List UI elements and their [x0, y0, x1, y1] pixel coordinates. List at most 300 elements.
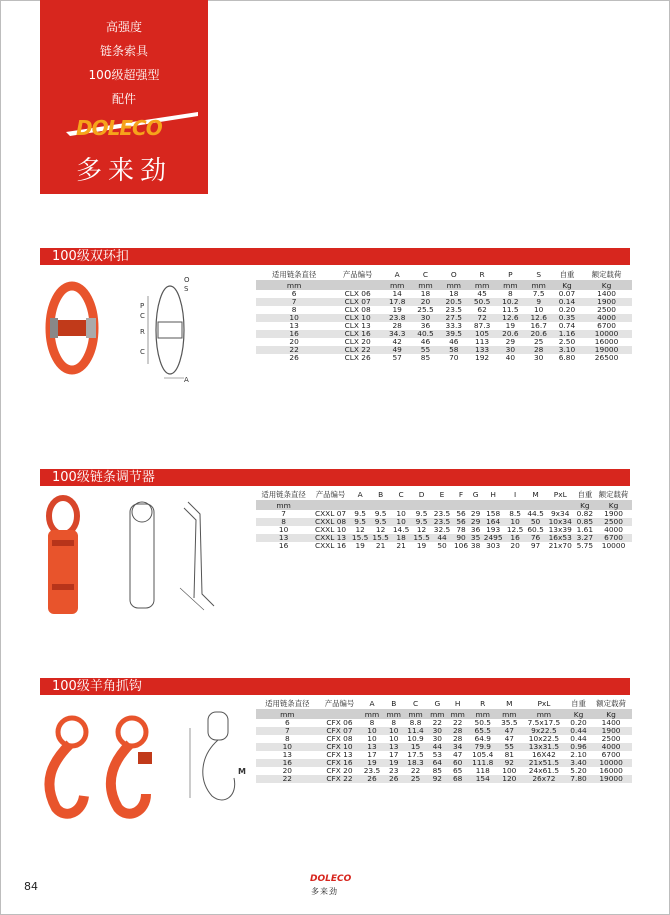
table-cell: 22: [256, 346, 332, 354]
table-cell: 56: [452, 510, 470, 518]
table-cell: 2500: [595, 518, 632, 526]
table-row: [256, 338, 632, 346]
table-row: [256, 542, 632, 550]
table-cell: 0.85: [576, 517, 594, 526]
table-cell: 10: [256, 314, 332, 322]
table-cell: CLX 26: [332, 354, 383, 362]
column-unit: mm: [404, 709, 427, 719]
column-header: 适用链条直径: [256, 268, 332, 280]
table-cell: CLX 22: [332, 346, 383, 354]
table-cell: 12.5: [506, 525, 524, 534]
table-cell: 19000: [581, 346, 632, 354]
table-row: [256, 290, 632, 298]
column-unit: Kg: [567, 709, 590, 719]
table-cell: 10: [384, 735, 404, 743]
column-unit: mm: [256, 709, 319, 719]
table-cell: 65: [447, 767, 467, 775]
table-cell: 10: [525, 306, 553, 314]
table-cell: 10: [391, 510, 411, 518]
table-cell: 22: [256, 775, 319, 783]
table-cell: CLX 08: [332, 306, 383, 314]
table-cell: CFX 22: [319, 775, 361, 783]
table-cell: 15.5: [372, 533, 389, 542]
table-cell: 5.20: [567, 767, 590, 775]
column-unit: mm: [256, 280, 332, 290]
table-cell: 23.5: [433, 509, 451, 518]
table-cell: 15.5: [351, 533, 369, 542]
table-cell: 55: [498, 743, 521, 751]
table-cell: CXXL 10: [311, 526, 350, 534]
table-cell: 7: [256, 298, 332, 306]
column-unit: mm: [383, 280, 411, 290]
table-cell: 100: [498, 767, 521, 775]
table-cell: 13: [384, 743, 404, 751]
table-cell: 28: [383, 322, 411, 330]
table-cell: 4000: [595, 526, 632, 534]
table-cell: 10000: [595, 542, 632, 550]
table-cell: 1900: [590, 727, 632, 735]
column-unit: mm: [256, 500, 311, 510]
table-cell: 2500: [590, 735, 632, 743]
table-cell: 26: [256, 354, 332, 362]
table-cell: 3.10: [553, 346, 581, 354]
table-cell: 1900: [595, 510, 632, 518]
table-cell: 9.5: [370, 510, 390, 518]
column-unit: mm: [427, 709, 447, 719]
table-cell: 64: [427, 759, 447, 767]
table-unit-row: [256, 280, 632, 290]
table-header-row: [256, 268, 632, 280]
column-header: 产品编号: [332, 268, 383, 280]
table-cell: 10.9: [404, 735, 427, 743]
table-cell: 13: [256, 534, 311, 542]
table-cell: 47: [498, 735, 521, 743]
table-cell: 85: [411, 354, 439, 362]
table-cell: 10: [360, 735, 383, 743]
table-cell: 13: [256, 751, 319, 759]
table-cell: 45: [468, 290, 496, 298]
column-unit: mm: [498, 709, 521, 719]
footer-logo: DOLECO: [310, 874, 352, 884]
table-cell: 113: [468, 338, 496, 346]
table-cell: 16X42: [521, 751, 567, 759]
table-cell: 50: [525, 518, 545, 526]
table-cell: 4000: [581, 314, 632, 322]
table-cell: 34.3: [383, 330, 411, 338]
table-cell: 58: [440, 346, 468, 354]
table-cell: 40: [496, 354, 524, 362]
table-cell: 18.3: [404, 759, 427, 767]
table-cell: 8: [384, 719, 404, 727]
column-header: C: [411, 268, 439, 280]
table-cell: 21: [370, 542, 390, 550]
section-title: 100级羊角抓钩: [52, 679, 142, 694]
table-row: [256, 354, 632, 362]
column-unit: mm: [440, 280, 468, 290]
table-cell: 19: [360, 759, 383, 767]
column-unit: mm: [468, 280, 496, 290]
table-cell: 11.5: [496, 306, 524, 314]
table-cell: 36: [470, 525, 481, 534]
column-header: PxL: [521, 697, 567, 709]
table-cell: 60: [447, 759, 467, 767]
table-cell: 118: [468, 767, 498, 775]
table-cell: 2495: [481, 534, 504, 542]
column-header: O: [440, 268, 468, 280]
table-cell: 56: [452, 518, 470, 526]
column-header: 自重: [567, 697, 590, 709]
table-cell: 24x61.5: [521, 767, 567, 775]
table-cell: 17: [360, 751, 383, 759]
cxxl-dimension-diagram: [104, 494, 224, 616]
section-title: 100级双环扣: [52, 249, 129, 264]
table-cell: 13: [360, 743, 383, 751]
table-cell: 55: [411, 346, 439, 354]
table-cell: 44: [427, 743, 447, 751]
table-cell: 12.6: [496, 314, 524, 322]
section-title: 100级链条调节器: [52, 470, 155, 485]
column-unit: Kg: [575, 500, 595, 510]
table-cell: 10x34: [546, 518, 575, 526]
table-row: [256, 346, 632, 354]
table-cell: 30: [427, 727, 447, 735]
table-cell: CXXL 16: [311, 542, 350, 550]
table-cell: 46: [440, 338, 468, 346]
hero-banner: [40, 0, 208, 194]
table-cell: 90: [452, 534, 470, 542]
column-header: G: [470, 488, 482, 500]
table-cell: 10: [256, 743, 319, 751]
table-cell: 50: [432, 542, 452, 550]
doleco-logo: DOLECO: [76, 116, 162, 140]
table-cell: 1900: [581, 298, 632, 306]
dim-label: C: [140, 348, 145, 356]
hero-line: 100级超强型: [88, 68, 160, 82]
table-cell: 7: [256, 727, 319, 735]
table-cell: 105: [468, 330, 496, 338]
table-cell: 6700: [595, 534, 632, 542]
table-cell: 27.5: [440, 314, 468, 322]
table-cell: 2500: [581, 306, 632, 314]
column-unit: mm: [496, 280, 524, 290]
section-bar-cfx: [40, 678, 630, 695]
column-header: M: [498, 697, 521, 709]
dim-label: A: [184, 376, 189, 384]
table-cell: 26x72: [521, 775, 567, 783]
column-unit: mm: [468, 709, 498, 719]
table-cell: 16000: [590, 767, 632, 775]
table-cell: 62: [468, 306, 496, 314]
table-cell: 44: [432, 534, 452, 542]
table-cell: CLX 16: [332, 330, 383, 338]
table-cell: 20.5: [440, 298, 468, 306]
column-unit: mm: [411, 280, 439, 290]
table-cell: 30: [496, 346, 524, 354]
table-cell: 25: [404, 775, 427, 783]
column-header: 产品编号: [319, 697, 361, 709]
table-cell: 8: [496, 290, 524, 298]
table-cell: 6700: [590, 751, 632, 759]
table-cell: 6: [256, 719, 319, 727]
table-cell: 10: [391, 518, 411, 526]
table-cell: 10000: [590, 759, 632, 767]
hero-line: 高强度: [105, 20, 142, 34]
table-cell: 0.07: [553, 290, 581, 298]
table-cell: 23.5: [433, 517, 451, 526]
spec-table-cfx: [256, 697, 632, 783]
table-cell: 120: [498, 775, 521, 783]
table-cell: CXXL 13: [311, 534, 350, 542]
table-cell: CFX 16: [319, 759, 361, 767]
table-cell: 23.8: [383, 314, 411, 322]
column-header: I: [505, 488, 525, 500]
table-cell: 105.4: [468, 751, 498, 759]
column-header: P: [496, 268, 524, 280]
table-cell: 10x22.5: [521, 735, 567, 743]
table-row: [256, 330, 632, 338]
table-cell: 13x31.5: [521, 743, 567, 751]
hero-line: 链条索具: [99, 44, 148, 58]
dim-label: S: [184, 285, 189, 293]
table-cell: 29: [470, 517, 481, 526]
table-cell: 2.10: [567, 751, 590, 759]
table-cell: CLX 07: [332, 298, 383, 306]
table-cell: 21x70: [546, 542, 575, 550]
table-cell: 14.5: [392, 525, 410, 534]
table-cell: 35: [470, 533, 481, 542]
section-bar-clx: [40, 248, 630, 265]
hero-line: 配件: [111, 92, 136, 106]
column-header: S: [525, 268, 553, 280]
table-cell: 92: [427, 775, 447, 783]
table-cell: 0.96: [567, 743, 590, 751]
table-cell: 26500: [581, 354, 632, 362]
table-cell: 192: [468, 354, 496, 362]
table-cell: 17.8: [383, 298, 411, 306]
table-cell: 11.4: [404, 727, 427, 735]
table-cell: 87.3: [468, 322, 496, 330]
table-cell: 8: [256, 518, 311, 526]
cfx-product-photo: [42, 712, 166, 822]
table-cell: 16: [505, 534, 525, 542]
column-header: 自重: [575, 488, 595, 500]
column-header: A: [350, 488, 370, 500]
table-cell: 20: [411, 298, 439, 306]
table-cell: 35.5: [498, 719, 521, 727]
table-cell: 16: [256, 330, 332, 338]
table-cell: 6.80: [553, 354, 581, 362]
table-cell: 76: [525, 534, 545, 542]
table-cell: CFX 07: [319, 727, 361, 735]
column-header: 产品编号: [311, 488, 350, 500]
table-cell: 18: [391, 534, 411, 542]
table-cell: 20.6: [496, 330, 524, 338]
table-cell: 10.2: [496, 298, 524, 306]
table-row: [256, 775, 632, 783]
cxxl-product-photo: [40, 494, 86, 626]
table-cell: 3.40: [567, 759, 590, 767]
table-cell: 6: [256, 290, 332, 298]
table-cell: 154: [468, 775, 498, 783]
table-cell: CFX 08: [319, 735, 361, 743]
table-cell: 33.3: [440, 322, 468, 330]
table-cell: 23.5: [440, 306, 468, 314]
table-cell: 21x51.5: [521, 759, 567, 767]
table-cell: 16x53: [546, 534, 575, 542]
table-cell: 50.5: [468, 298, 496, 306]
table-cell: 20: [256, 767, 319, 775]
table-row: [256, 322, 632, 330]
table-cell: 9: [525, 298, 553, 306]
table-cell: 78: [452, 526, 470, 534]
table-cell: 0.20: [553, 306, 581, 314]
table-cell: 133: [468, 346, 496, 354]
table-cell: 0.74: [553, 322, 581, 330]
table-cell: 81: [498, 751, 521, 759]
table-cell: 12.6: [525, 314, 553, 322]
table-cell: CLX 20: [332, 338, 383, 346]
table-cell: CFX 06: [319, 719, 361, 727]
table-header-row: [256, 697, 632, 709]
table-cell: 29: [470, 509, 481, 518]
table-cell: 9.5: [370, 518, 390, 526]
column-header: 自重: [553, 268, 581, 280]
table-cell: 0.20: [567, 719, 590, 727]
table-cell: 25: [525, 338, 553, 346]
table-row: [256, 306, 632, 314]
column-header: 额定载荷: [581, 268, 632, 280]
table-cell: 0.44: [567, 727, 590, 735]
dim-label: O: [184, 276, 190, 284]
table-cell: 111.8: [468, 759, 498, 767]
column-header: A: [360, 697, 383, 709]
table-cell: 1.61: [576, 525, 594, 534]
table-cell: 70: [440, 354, 468, 362]
column-header: A: [383, 268, 411, 280]
table-cell: 15.5: [413, 533, 430, 542]
spec-table-cxxl: [256, 488, 632, 550]
table-cell: 38: [470, 541, 481, 550]
column-header: H: [481, 488, 504, 500]
table-cell: 17: [384, 751, 404, 759]
table-cell: 7.5x17.5: [521, 719, 567, 727]
table-cell: 13: [256, 322, 332, 330]
table-cell: 44.5: [527, 509, 544, 518]
brand-name-cn: 多来劲: [75, 156, 172, 186]
table-cell: 158: [481, 510, 504, 518]
table-cell: 26: [360, 775, 383, 783]
table-cell: 18: [440, 290, 468, 298]
section-bar-cxxl: [40, 469, 630, 486]
column-unit: Kg: [553, 280, 581, 290]
table-cell: 47: [447, 751, 467, 759]
table-cell: 32.5: [433, 525, 451, 534]
table-cell: 19: [350, 542, 370, 550]
table-cell: 12: [350, 526, 370, 534]
clx-product-photo: [44, 278, 124, 388]
table-cell: 14: [383, 290, 411, 298]
table-cell: CLX 13: [332, 322, 383, 330]
table-cell: 28: [525, 346, 553, 354]
table-cell: 23: [384, 767, 404, 775]
table-cell: 79.9: [468, 743, 498, 751]
column-unit: mm: [360, 709, 383, 719]
table-cell: 23.5: [360, 767, 383, 775]
column-header: D: [411, 488, 431, 500]
svg-text:M: M: [238, 767, 246, 776]
table-cell: 1.16: [553, 330, 581, 338]
table-cell: 6700: [581, 322, 632, 330]
column-unit: Kg: [590, 709, 632, 719]
table-cell: 7: [256, 510, 311, 518]
column-header: B: [384, 697, 404, 709]
table-cell: 20: [505, 542, 525, 550]
table-cell: 28: [447, 735, 467, 743]
table-cell: 60.5: [527, 525, 544, 534]
table-cell: 17.5: [404, 751, 427, 759]
spec-table-clx: [256, 268, 632, 362]
column-unit: Kg: [595, 500, 632, 510]
table-cell: 65.5: [468, 727, 498, 735]
table-cell: 42: [383, 338, 411, 346]
table-cell: 25.5: [411, 306, 439, 314]
footer-brand-cn: 多来劲: [311, 887, 338, 896]
table-cell: 1400: [590, 719, 632, 727]
table-header-row: [256, 488, 632, 500]
table-cell: CFX 20: [319, 767, 361, 775]
table-cell: CXXL 08: [311, 518, 350, 526]
column-header: F: [452, 488, 470, 500]
table-cell: 16: [256, 542, 311, 550]
table-cell: 8: [256, 306, 332, 314]
table-cell: 9x22.5: [521, 727, 567, 735]
column-unit: mm: [521, 709, 567, 719]
table-cell: 16.7: [525, 322, 553, 330]
table-cell: 9.5: [350, 518, 370, 526]
cfx-dimension-diagram: [186, 708, 250, 812]
table-cell: 20.6: [525, 330, 553, 338]
table-cell: 15: [404, 743, 427, 751]
table-cell: 19: [496, 322, 524, 330]
table-cell: 21: [391, 542, 411, 550]
table-cell: 34: [447, 743, 467, 751]
table-cell: 7.5: [525, 290, 553, 298]
table-cell: 18: [411, 290, 439, 298]
table-cell: 28: [447, 727, 467, 735]
table-cell: CFX 13: [319, 751, 361, 759]
column-header: G: [427, 697, 447, 709]
table-cell: 39.5: [440, 330, 468, 338]
column-header: M: [525, 488, 545, 500]
table-cell: 19000: [590, 775, 632, 783]
table-cell: 49: [383, 346, 411, 354]
table-cell: 12: [411, 526, 431, 534]
column-unit: mm: [447, 709, 467, 719]
column-header: 适用链条直径: [256, 488, 311, 500]
dim-label: P: [140, 302, 145, 310]
table-cell: 8.8: [404, 719, 427, 727]
column-header: R: [468, 268, 496, 280]
table-cell: 19: [411, 542, 431, 550]
column-header: 适用链条直径: [256, 697, 319, 709]
table-cell: 50.5: [468, 719, 498, 727]
table-cell: 10: [384, 727, 404, 735]
table-cell: 8.5: [505, 510, 525, 518]
table-cell: 9.5: [411, 510, 431, 518]
table-cell: CLX 10: [332, 314, 383, 322]
table-cell: 29: [496, 338, 524, 346]
table-cell: 19: [383, 306, 411, 314]
